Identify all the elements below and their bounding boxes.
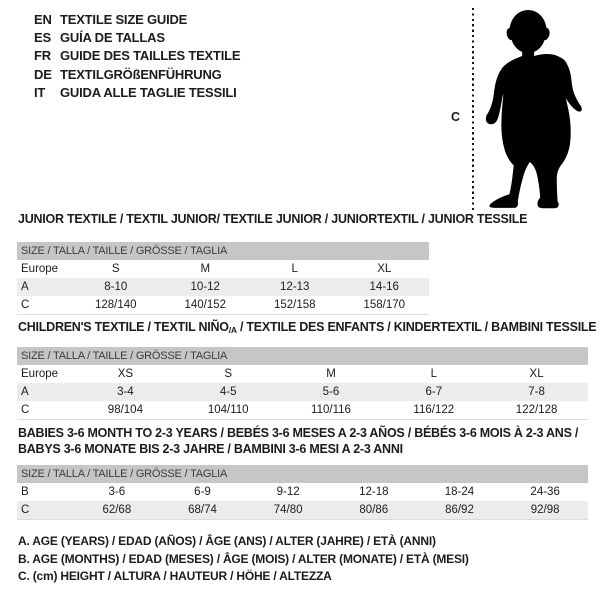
row-label-cell: Europe: [21, 368, 59, 380]
children-title-subscript: /A: [228, 325, 237, 335]
size-value-cell: 7-8: [485, 383, 588, 401]
size-value-cell: 128/140: [94, 299, 137, 311]
size-value-cell: 62/68: [74, 501, 160, 520]
table-row: [17, 260, 429, 278]
size-value-cell: 140/152: [184, 299, 227, 311]
row-label-cell: C: [21, 404, 30, 416]
size-header-row: [17, 242, 429, 260]
language-title-list: [34, 10, 240, 102]
size-value-cell: 92/98: [502, 501, 588, 520]
size-value-cell: L: [430, 368, 437, 380]
children-section-title: [18, 319, 596, 338]
size-value-cell: XL: [529, 368, 544, 380]
size-value-cell: M: [200, 263, 211, 275]
size-value-cell: S: [224, 368, 233, 380]
language-title: GUIDE DES TAILLES TEXTILE: [60, 48, 241, 64]
height-measure-label: C: [451, 110, 461, 124]
table-row: [17, 278, 429, 296]
size-value-cell: 5-6: [280, 383, 383, 401]
size-value-cell: 86/92: [417, 501, 503, 520]
babies-title-line2: BABYS 3-6 MONATE BIS 2-3 JAHRE / BAMBINI 3-6 MESI A 2-3 ANNI: [18, 442, 403, 456]
table-row: [17, 365, 588, 383]
table-row: [17, 483, 588, 501]
note-height-cm: C. (cm) HEIGHT / ALTURA / HAUTEUR / HÖHE / ALTEZZA: [18, 569, 332, 584]
size-value-cell: 10-12: [161, 278, 251, 296]
baby-silhouette: [484, 4, 594, 212]
note-age-years: A. AGE (YEARS) / EDAD (AÑOS) / ÂGE (ANS) / ALTER (JAHRE) / ETÀ (ANNI): [18, 534, 436, 548]
table-row: [17, 383, 588, 401]
size-value-cell: 3-4: [74, 383, 177, 401]
size-value-cell: 74/80: [245, 501, 331, 520]
size-value-cell: 104/110: [207, 404, 249, 416]
language-row: [34, 84, 240, 102]
table-row: [17, 401, 588, 420]
size-value-cell: 98/104: [107, 404, 143, 416]
language-code: IT: [34, 85, 46, 101]
size-header-cell: SIZE / TALLA / TAILLE / GRÖSSE / TAGLIA: [17, 347, 588, 365]
language-row: [34, 28, 240, 46]
babies-size-table: [17, 465, 588, 520]
height-measure-dotted-line: [472, 8, 474, 210]
size-value-cell: 116/122: [413, 404, 455, 416]
size-value-cell: L: [291, 263, 298, 275]
size-value-cell: 9-12: [276, 486, 300, 498]
children-title-post: / TEXTILE DES ENFANTS / KINDERTEXTIL / BAMBINI TESSILE: [236, 320, 597, 334]
language-title: TEXTILE SIZE GUIDE: [60, 11, 188, 27]
note-age-months: B. AGE (MONTHS) / EDAD (MESES) / ÂGE (MOIS) / ALTER (MONATE) / ETÀ (MESI): [18, 551, 469, 566]
language-title: GUIDA ALLE TAGLIE TESSILI: [60, 85, 237, 101]
language-code: FR: [34, 48, 51, 64]
size-header-cell: SIZE / TALLA / TAILLE / GRÖSSE / TAGLIA: [17, 242, 429, 260]
size-value-cell: M: [326, 368, 336, 380]
language-code: DE: [34, 66, 52, 82]
size-value-cell: 6-9: [194, 486, 211, 498]
size-value-cell: 24-36: [530, 486, 560, 498]
junior-section-title: JUNIOR TEXTILE / TEXTIL JUNIOR/ TEXTILE JUNIOR / JUNIORTEXTIL / JUNIOR TESSILE: [18, 212, 528, 226]
table-row: [17, 501, 588, 520]
language-code: ES: [34, 30, 51, 46]
language-row: [34, 47, 240, 65]
junior-size-table: [17, 242, 429, 315]
row-label-cell: C: [17, 501, 74, 520]
language-title: GUÍA DE TALLAS: [60, 30, 165, 46]
legend-notes: [18, 533, 469, 586]
children-title-pre: CHILDREN'S TEXTILE / TEXTIL NIÑO: [18, 320, 229, 334]
babies-title-line1: BABIES 3-6 MONTH TO 2-3 YEARS / BEBÉS 3-6 MESES A 2-3 AÑOS / BÉBÉS 3-6 MOIS À 2-3 ANS /: [18, 426, 579, 440]
table-row: [17, 296, 429, 315]
size-value-cell: 8-10: [71, 278, 161, 296]
size-value-cell: 14-16: [340, 278, 430, 296]
size-value-cell: 80/86: [331, 501, 417, 520]
row-label-cell: Europe: [21, 263, 59, 275]
language-row: [34, 65, 240, 83]
size-value-cell: 158/170: [363, 299, 406, 311]
language-title: TEXTILGRÖßENFÜHRUNG: [60, 66, 222, 82]
size-header-row: [17, 465, 588, 483]
babies-section-title: [18, 425, 578, 457]
size-value-cell: 6-7: [382, 383, 485, 401]
row-label-cell: A: [17, 278, 71, 296]
language-code: EN: [34, 11, 52, 27]
size-value-cell: 4-5: [177, 383, 280, 401]
size-value-cell: S: [111, 263, 120, 275]
size-value-cell: 18-24: [444, 486, 475, 498]
size-value-cell: XL: [377, 263, 392, 275]
language-row: [34, 10, 240, 28]
size-value-cell: 122/128: [515, 404, 558, 416]
size-value-cell: 68/74: [160, 501, 246, 520]
size-value-cell: XS: [117, 368, 134, 380]
row-label-cell: C: [21, 299, 30, 311]
children-size-table: [17, 347, 588, 420]
size-value-cell: 3-6: [108, 486, 126, 498]
size-value-cell: 12-13: [250, 278, 340, 296]
size-value-cell: 110/116: [311, 404, 351, 416]
row-label-cell: A: [17, 383, 74, 401]
row-label-cell: B: [21, 486, 29, 498]
size-value-cell: 152/158: [273, 299, 316, 311]
size-value-cell: 12-18: [359, 486, 389, 498]
size-header-cell: SIZE / TALLA / TAILLE / GRÖSSE / TAGLIA: [17, 465, 588, 483]
size-header-row: [17, 347, 588, 365]
